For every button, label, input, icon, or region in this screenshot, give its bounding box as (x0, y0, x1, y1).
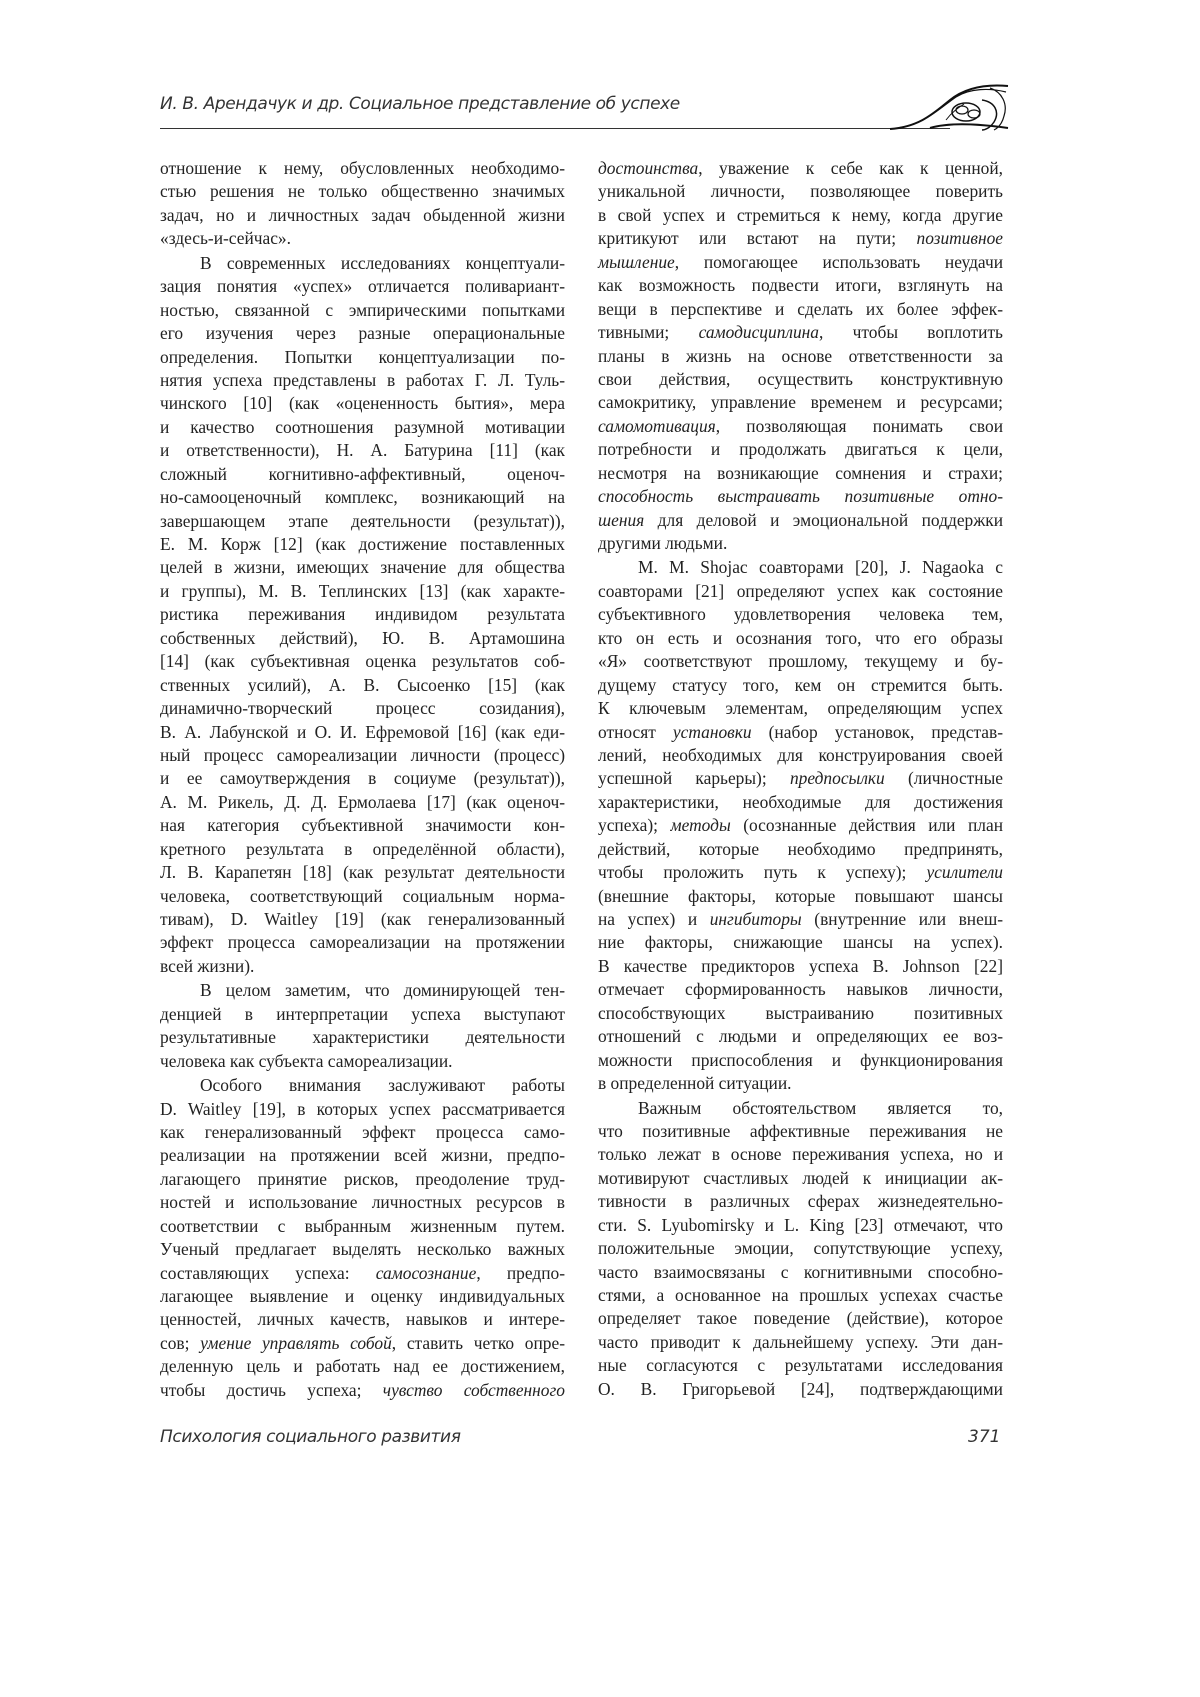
text-line: другими людьми. (598, 532, 1003, 555)
text-line: стью решения не только общественно значимых (160, 180, 565, 203)
paragraph (598, 1097, 1003, 1402)
text-column-left (160, 157, 565, 1403)
text-line: можности приспособления и функционирования (598, 1049, 1003, 1072)
text-line: В. А. Лабунской и О. И. Ефремовой [16] (как еди- (160, 721, 565, 744)
text-line: определяет такое поведение (действие), которое (598, 1307, 1003, 1330)
text-line: достоинства, уважение к себе как к ценной, (598, 157, 1003, 180)
text-line: сложный когнитивно-аффективный, оценоч- (160, 463, 565, 486)
text-line: способствующих выстраиванию позитивных (598, 1002, 1003, 1025)
emphasis: самомотивация (598, 416, 716, 436)
text-line: зация понятия «успех» отличается поливариант- (160, 275, 565, 298)
running-header-title: И. В. Арендачук и др. Социальное представление об успехе (160, 94, 680, 114)
text-line: «Я» соответствуют прошлому, текущему и бу- (598, 650, 1003, 673)
text-line: ценностей, личных качеств, навыков и интере- (160, 1308, 565, 1331)
text-line: но-самооценочный комплекс, возникающий на (160, 486, 565, 509)
text-line: задач, но и личностных задач обыденной жизни (160, 204, 565, 227)
text-line: субъективного удовлетворения человека тем, (598, 603, 1003, 626)
text-line: отмечает сформированность навыков личности, (598, 978, 1003, 1001)
text-line: Важным обстоятельством является то, (598, 1097, 1003, 1120)
text-line: В качестве предикторов успеха B. Johnson [22] (598, 955, 1003, 978)
text-line: вещи в перспективе и сделать их более эффек- (598, 298, 1003, 321)
text-line: определения. Попытки концептуализации по- (160, 346, 565, 369)
text-line: мотивируют счастливых людей к инициации ак- (598, 1167, 1003, 1190)
emphasis: умение управлять собой (200, 1333, 392, 1353)
text-line: чинского [10] (как «оцененность бытия», мера (160, 392, 565, 415)
text-line: человека как субъекта самореализации. (160, 1050, 565, 1073)
paragraph (160, 979, 565, 1073)
paragraph (598, 556, 1003, 1095)
text-line: чтобы проложить путь к успеху); усилители (598, 861, 1003, 884)
emphasis: самодисциплина (699, 322, 819, 342)
emphasis: самосознание (376, 1263, 477, 1283)
text-line: критикуют или встают на пути; позитивное (598, 227, 1003, 250)
text-line: лений, необходимых для конструирования своей (598, 744, 1003, 767)
text-line: относят установки (набор установок, представ- (598, 721, 1003, 744)
text-line (598, 485, 1003, 508)
footer-journal-title: Психология социального развития (160, 1427, 461, 1447)
emphasis: ингибиторы (710, 909, 802, 929)
text-line: ностью, связанной с эмпирическими попытками (160, 299, 565, 322)
text-line: «здесь-и-сейчас». (160, 227, 565, 250)
text-line: положительные эмоции, сопутствующие успеху, (598, 1237, 1003, 1260)
text-line: ные согласуются с результатами исследования (598, 1354, 1003, 1377)
text-line: К ключевым элементам, определяющим успех (598, 697, 1003, 720)
emphasis: усилители (926, 862, 1003, 882)
text-line: кто он есть и осознания того, что его образы (598, 627, 1003, 650)
text-line: свои действия, осуществить конструктивную (598, 368, 1003, 391)
text-line: деленную цель и работать над ее достижением, (160, 1355, 565, 1378)
emphasis: способность выстраивать позитивные отно- (598, 486, 1003, 506)
text-line: Особого внимания заслуживают работы (160, 1074, 565, 1097)
text-line: всей жизни). (160, 955, 565, 978)
text-line: действий, которые необходимо предпринять, (598, 838, 1003, 861)
text-line: как генерализованный эффект процесса само- (160, 1121, 565, 1144)
text-line: В современных исследованиях концептуали- (160, 252, 565, 275)
text-line: в определенной ситуации. (598, 1072, 1003, 1095)
text-line: дущему статусу того, кем он стремится быть. (598, 674, 1003, 697)
text-line: часто взаимосвязаны с когнитивными способно- (598, 1261, 1003, 1284)
text-line: тивными; самодисциплина, чтобы воплотить (598, 321, 1003, 344)
text-line: ностей и использование личностных ресурсов в (160, 1191, 565, 1214)
paragraph (160, 252, 565, 979)
text-line: кретного результата в определённой области), (160, 838, 565, 861)
text-line: ный процесс самореализации личности (процесс) (160, 744, 565, 767)
text-line: D. Waitley [19], в которых успех рассматривается (160, 1098, 565, 1121)
paragraph (160, 157, 565, 251)
text-line: [14] (как субъективная оценка результатов соб- (160, 650, 565, 673)
text-line: характеристики, необходимые для достижения (598, 791, 1003, 814)
header-rule (160, 128, 950, 129)
text-line: (внешние факторы, которые повышают шансы (598, 885, 1003, 908)
text-line: несмотря на возникающие сомнения и страхи; (598, 462, 1003, 485)
text-line: успешной карьеры); предпосылки (личностные (598, 767, 1003, 790)
text-line: В целом заметим, что доминирующей тен- (160, 979, 565, 1002)
emphasis: мышление (598, 252, 675, 272)
emphasis: достоинства (598, 158, 698, 178)
text-line: часто приводит к дальнейшему успеху. Эти дан- (598, 1331, 1003, 1354)
text-line: что позитивные аффективные переживания не (598, 1120, 1003, 1143)
text-line: О. В. Григорьевой [24], подтверждающими (598, 1378, 1003, 1401)
text-line: Е. М. Корж [12] (как достижение поставленных (160, 533, 565, 556)
text-line: ние факторы, снижающие шансы на успех). (598, 931, 1003, 954)
text-line: успеха); методы (осознанные действия или план (598, 814, 1003, 837)
text-line: его изучения через разные операциональные (160, 322, 565, 345)
text-line: сти. S. Lyubomirsky и L. King [23] отмечают, что (598, 1214, 1003, 1237)
text-column-right (598, 157, 1003, 1402)
text-line: тивности в различных сферах жизнедеятельно- (598, 1190, 1003, 1213)
emphasis: предпосылки (790, 768, 885, 788)
text-line: нятия успеха представлены в работах Г. Л. Туль- (160, 369, 565, 392)
text-line: лагающее выявление и оценку индивидуальных (160, 1285, 565, 1308)
text-line: А. М. Рикель, Д. Д. Ермолаева [17] (как оценоч- (160, 791, 565, 814)
text-line: ная категория субъективной значимости кон- (160, 814, 565, 837)
text-line: отношение к нему, обусловленных необходимо- (160, 157, 565, 180)
text-line: тивам), D. Waitley [19] (как генерализованный (160, 908, 565, 931)
text-line: и ее самоутверждения в социуме (результат)), (160, 767, 565, 790)
text-line: сов; умение управлять собой, ставить четко опре- (160, 1332, 565, 1355)
page-number: 371 (968, 1427, 1000, 1447)
text-line: Л. В. Карапетян [18] (как результат деятельности (160, 861, 565, 884)
text-line: человека, соответствующий социальным норма- (160, 885, 565, 908)
text-line: соответствии с выбранным жизненным путем. (160, 1215, 565, 1238)
text-line: и ответственности), Н. А. Батурина [11] (как (160, 439, 565, 462)
text-line: в свой успех и стремиться к нему, когда другие (598, 204, 1003, 227)
text-line: результативные характеристики деятельности (160, 1026, 565, 1049)
text-line: самокритику, управление временем и ресурсами; (598, 391, 1003, 414)
text-line: чтобы достичь успеха; чувство собственного (160, 1379, 565, 1402)
paragraph (598, 157, 1003, 555)
paragraph (160, 1074, 565, 1402)
emphasis: чувство собственного (383, 1380, 565, 1400)
text-line: самомотивация, позволяющая понимать свои (598, 415, 1003, 438)
text-line: ристика переживания индивидом результата (160, 603, 565, 626)
text-line: только лежат в основе переживания успеха, но и (598, 1143, 1003, 1166)
text-line: мышление, помогающее использовать неудачи (598, 251, 1003, 274)
ornament-icon (890, 82, 1010, 134)
text-line: целей в жизни, имеющих значение для общества (160, 556, 565, 579)
emphasis: позитивное (917, 228, 1004, 248)
text-line: уникальной личности, позволяющее поверить (598, 180, 1003, 203)
text-line: M. M. Shojac соавторами [20], J. Nagaoka с (598, 556, 1003, 579)
text-line: шения для деловой и эмоциональной поддержки (598, 509, 1003, 532)
text-line: планы в жизнь на основе ответственности за (598, 345, 1003, 368)
text-line: собственных действий), Ю. В. Артамошина (160, 627, 565, 650)
text-line: эффект процесса самореализации на протяжении (160, 931, 565, 954)
text-line: соавторами [21] определяют успех как состояние (598, 580, 1003, 603)
emphasis: установки (673, 722, 752, 742)
text-line: динамично-творческий процесс созидания), (160, 697, 565, 720)
text-line: и качество соотношения разумной мотивации (160, 416, 565, 439)
text-line: составляющих успеха: самосознание, предпо- (160, 1262, 565, 1285)
text-line: потребности и продолжать двигаться к цели, (598, 438, 1003, 461)
text-line: стями, а основанное на прошлых успехах счастье (598, 1284, 1003, 1307)
text-line: ственных усилий), А. В. Сысоенко [15] (как (160, 674, 565, 697)
text-line: лагающего принятие рисков, преодоление труд- (160, 1168, 565, 1191)
text-line: Ученый предлагает выделять несколько важных (160, 1238, 565, 1261)
text-line: отношений с людьми и определяющих ее воз- (598, 1025, 1003, 1048)
text-line: денцией в интерпретации успеха выступают (160, 1003, 565, 1026)
text-line: на успех) и ингибиторы (внутренние или внеш- (598, 908, 1003, 931)
text-line: реализации на протяжении всей жизни, предпо- (160, 1144, 565, 1167)
emphasis: методы (671, 815, 731, 835)
text-line: и группы), М. В. Теплинских [13] (как характе- (160, 580, 565, 603)
emphasis: шения (598, 510, 644, 530)
text-line: как возможность подвести итоги, взглянуть на (598, 274, 1003, 297)
text-line: завершающем этапе деятельности (результат)), (160, 510, 565, 533)
